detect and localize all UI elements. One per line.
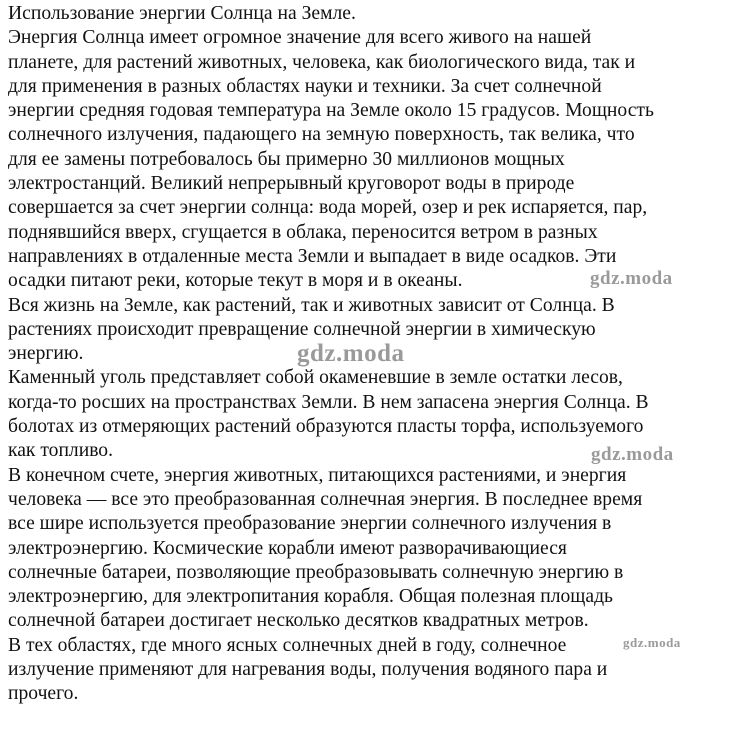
text-line: для применения в разных областях науки и техники. За счет солнечной — [8, 75, 602, 97]
text-line: солнечного излучения, падающего на земную поверхность, так велика, что — [8, 124, 635, 146]
text-line: прочего. — [8, 683, 79, 705]
watermark: gdz.moda — [623, 635, 681, 650]
text-line: для ее замены потребовалось бы примерно 30 миллионов мощных — [8, 148, 565, 170]
text-line: излучение применяют для нагревания воды, получения водяного пара и — [8, 659, 608, 681]
text-line: планете, для растений животных, человека, как биологического вида, так и — [8, 51, 636, 73]
watermark: gdz.moda — [590, 268, 673, 289]
text-line: болотах из отмеряющих растений образуются пласты торфа, используемого — [8, 416, 644, 438]
text-line: электростанций. Великий непрерывный круговорот воды в природе — [8, 173, 575, 195]
text-line: В тех областях, где много ясных солнечных дней в году, солнечное — [8, 634, 567, 656]
text-line: Энергия Солнца имеет огромное значение для всего живого на нашей — [8, 27, 592, 49]
watermark: gdz.moda — [591, 444, 674, 465]
text-line: Вся жизнь на Земле, как растений, так и животных зависит от Солнца. В — [8, 294, 615, 316]
watermark: gdz.moda — [297, 340, 405, 367]
document-title: Использование энергии Солнца на Земле. — [8, 3, 356, 24]
text-line: электроэнергию, для электропитания корабля. Общая полезная площадь — [8, 586, 613, 608]
text-line: солнечной батареи достигает несколько десятков квадратных метров. — [8, 610, 589, 632]
text-line: поднявшийся вверх, сгущается в облака, переносится ветром в разных — [8, 221, 598, 243]
text-line: солнечные батареи, позволяющие преобразовывать солнечную энергию в — [8, 561, 624, 583]
text-line: когда-то росших на пространствах Земли. В нем запасена энергия Солнца. В — [8, 391, 649, 413]
text-line: как топливо. — [8, 440, 114, 462]
text-line: человека — все это преобразованная солнечная энергия. В последнее время — [8, 488, 643, 510]
text-line: все шире используется преобразование энергии солнечного излучения в — [8, 513, 612, 535]
text-line: электроэнергию. Космические корабли имеют разворачивающиеся — [8, 537, 567, 559]
text-line: Каменный уголь представляет собой окаменевшие в земле остатки лесов, — [8, 367, 623, 389]
text-line: направлениях в отдаленные места Земли и выпадает в виде осадков. Эти — [8, 245, 617, 267]
text-line: осадки питают реки, которые текут в моря и в океаны. — [8, 270, 463, 292]
text-line: растениях происходит превращение солнечной энергии в химическую — [8, 318, 596, 340]
text-line: В конечном счете, энергия животных, питающихся растениями, и энергия — [8, 464, 627, 486]
text-line: энергии средняя годовая температура на Земле около 15 градусов. Мощность — [8, 100, 654, 122]
text-line: совершается за счет энергии солнца: вода морей, озер и рек испаряется, пар, — [8, 197, 648, 219]
text-line: энергию. — [8, 343, 84, 365]
